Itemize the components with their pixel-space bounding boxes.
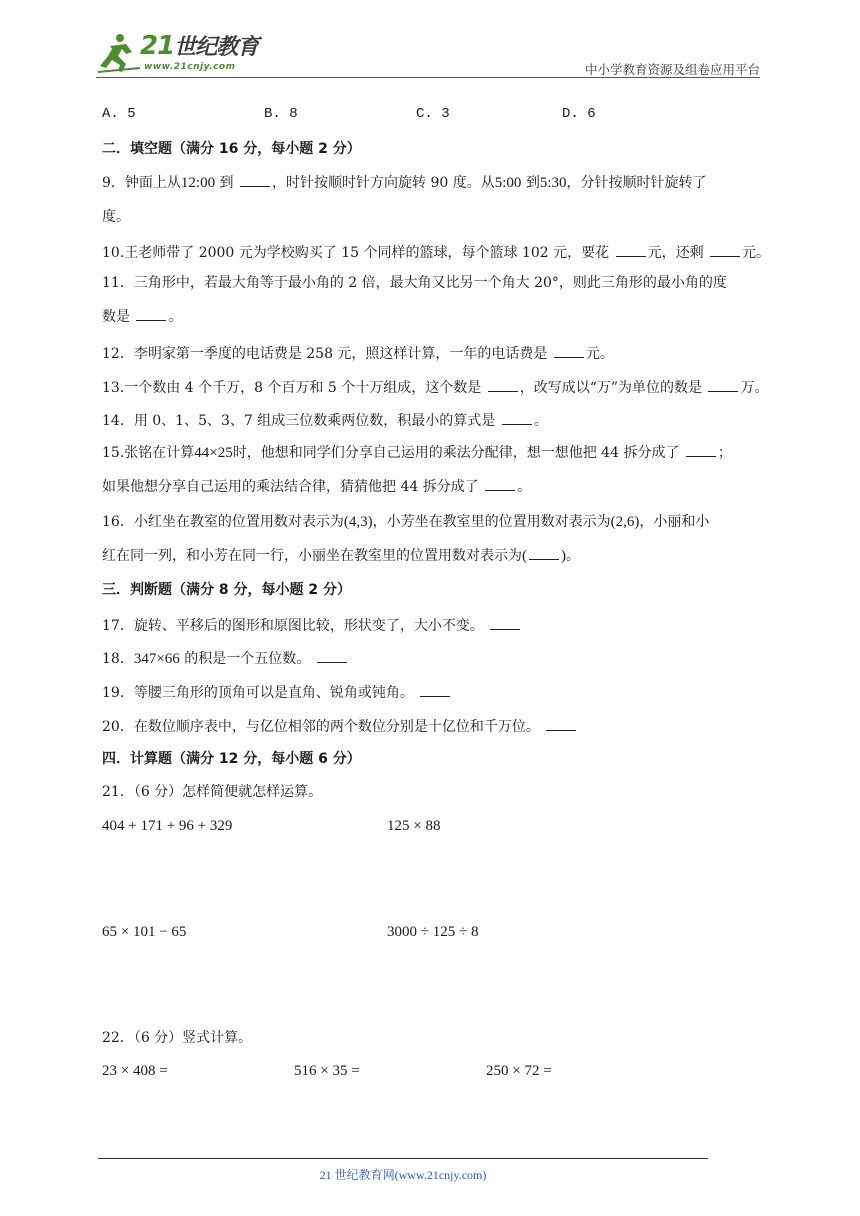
question-13: 13.一个数由 4 个千万，8 个百万和 5 个十万组成，这个数是 ，改写成以“万”为单位的数是 万。: [102, 377, 768, 397]
question-17: 17．旋转、平移后的图形和原图比较，形状变了，大小不变。: [102, 615, 522, 635]
answer-blank[interactable]: [490, 615, 520, 630]
section-heading-calculation: 四．计算题（满分 12 分，每小题 6 分）: [102, 751, 361, 767]
question-22: 22．（6 分）竖式计算。: [102, 1030, 253, 1046]
question-21: 21．（6 分）怎样简便就怎样运算。: [102, 784, 323, 800]
answer-blank[interactable]: [710, 242, 740, 257]
header-divider: [96, 77, 760, 78]
logo-text: 21世纪教育: [140, 31, 259, 61]
answer-blank[interactable]: [485, 476, 515, 491]
question-14: 14．用 0、1、5、3、7 组成三位数乘两位数，积最小的算式是 。: [102, 410, 548, 430]
answer-blank[interactable]: [240, 172, 270, 187]
answer-blank[interactable]: [616, 242, 646, 257]
expression-item: 125 × 88: [387, 818, 441, 834]
option-b: B. 8: [264, 106, 298, 122]
answer-blank[interactable]: [529, 545, 559, 560]
site-logo: [96, 28, 266, 78]
question-10: 10.王老师带了 2000 元为学校购买了 15 个同样的篮球，每个篮球 102 元，要花 元，还剩 元。: [102, 242, 770, 262]
answer-blank[interactable]: [554, 343, 584, 358]
answer-blank[interactable]: [686, 442, 716, 457]
vertical-calc-item: 516 × 35 =: [294, 1063, 360, 1079]
runner-icon: [96, 32, 142, 74]
page-header: [96, 28, 760, 78]
footer-divider: [98, 1158, 708, 1159]
question-16: 16．小红坐在教室的位置用数对表示为(4,3)，小芳坐在教室里的位置用数对表示为(2,6)，小丽和小 红在同一列，和小芳在同一行，小丽坐在教室里的位置用数对表示为( )。: [102, 514, 710, 564]
footer-text: 21 世纪教育网(www.21cnjy.com): [319, 1168, 487, 1182]
question-11: 11．三角形中，若最大角等于最小角的 2 倍，最大角又比另一个角大 20°，则此三角形的最小角的度 数是 。: [102, 275, 727, 325]
answer-blank[interactable]: [546, 716, 576, 731]
expression-item: 404 + 171 + 96 + 329: [102, 818, 233, 834]
question-19: 19．等腰三角形的顶角可以是直角、锐角或钝角。: [102, 682, 452, 702]
expression-item: 3000 ÷ 125 ÷ 8: [387, 924, 479, 940]
answer-blank[interactable]: [502, 410, 532, 425]
question-15: 15.张铭在计算44×25时，他想和同学们分享自己运用的乘法分配律，想一想他把 44 拆分成了 ； 如果他想分享自己运用的乘法结合律，猜猜他把 44 拆分成了 。: [102, 436, 762, 504]
answer-blank[interactable]: [136, 306, 166, 321]
question-12: 12．李明家第一季度的电话费是 258 元，照这样计算，一年的电话费是 元。: [102, 343, 614, 363]
answer-blank[interactable]: [317, 648, 347, 663]
question-9: 9．钟面上从12:00 到 ，时针按顺时针方向旋转 90 度。从5:00 到5:30，分针按顺时针旋转了 度。: [102, 166, 762, 234]
section-heading-true-false: 三．判断题（满分 8 分，每小题 2 分）: [102, 582, 351, 598]
answer-blank[interactable]: [708, 377, 738, 392]
option-c: C. 3: [416, 106, 450, 122]
section-heading-fill-blank: 二．填空题（满分 16 分，每小题 2 分）: [102, 141, 361, 157]
vertical-calc-item: 250 × 72 =: [486, 1063, 552, 1079]
vertical-calc-item: 23 × 408 =: [102, 1063, 168, 1079]
logo-url: www.21cnjy.com: [144, 62, 236, 72]
question-18: 18．347×66 的积是一个五位数。: [102, 648, 349, 668]
answer-blank[interactable]: [420, 682, 450, 697]
question-20: 20．在数位顺序表中，与亿位相邻的两个数位分别是十亿位和千万位。: [102, 716, 578, 736]
platform-name: 中小学教育资源及组卷应用平台: [584, 62, 760, 77]
option-a: A. 5: [102, 106, 136, 122]
option-d: D. 6: [562, 106, 596, 122]
answer-blank[interactable]: [488, 377, 518, 392]
expression-item: 65 × 101 − 65: [102, 924, 187, 940]
